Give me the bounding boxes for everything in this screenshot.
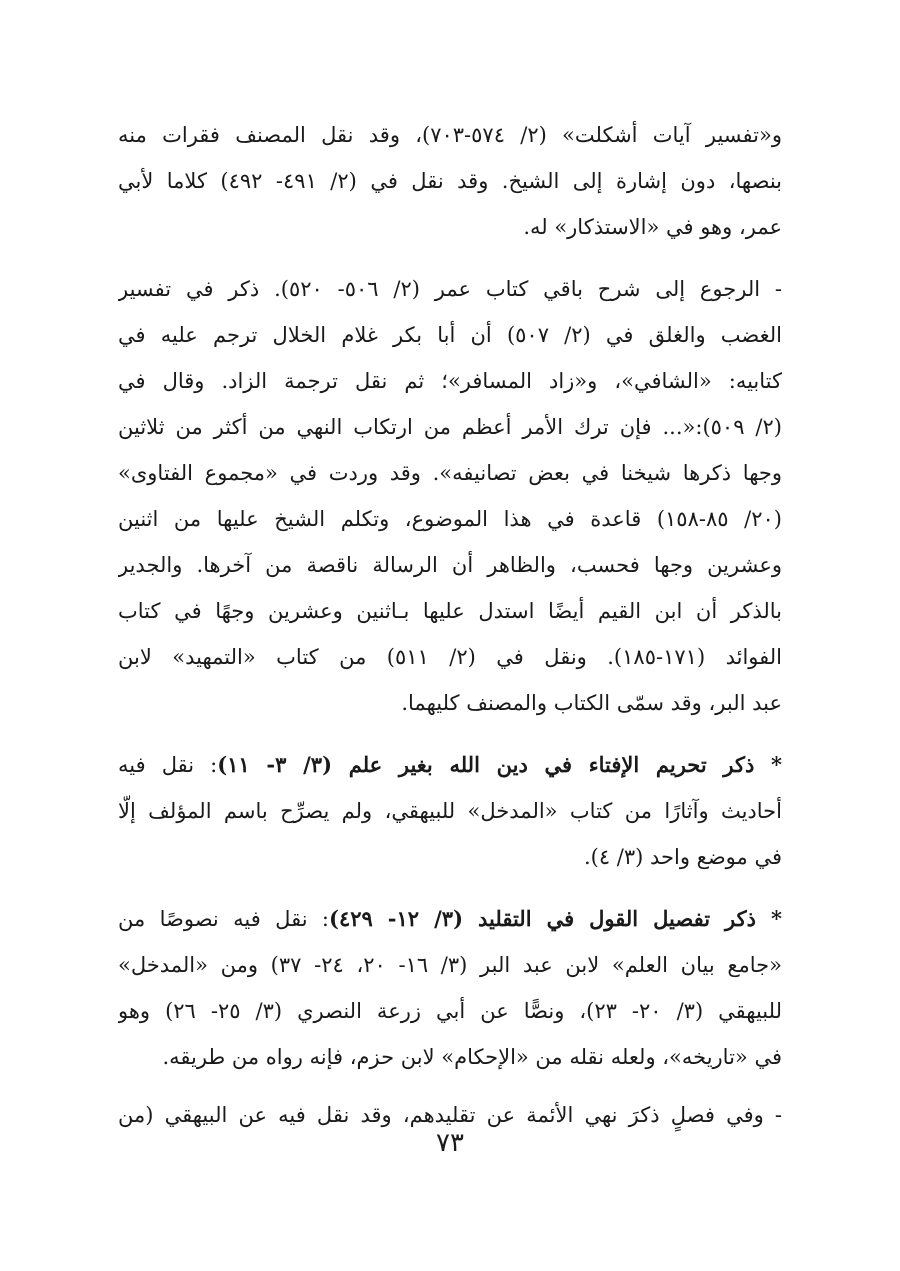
text-line: أحاديث وآثارًا من كتاب «المدخل» للبيهقي، ولم يصرِّح باسم المؤلف إلّا — [118, 799, 782, 823]
text-line: (٢/ ٥٠٩):«... فإن ترك الأمر أعظم من ارتكاب النهي من أكثر من ثلاثين — [118, 415, 782, 439]
text-line — [118, 896, 782, 942]
section-heading: * ذكر تفصيل القول في التقليد (٣/ ١٢- ٤٢٩) — [329, 906, 782, 931]
text-line: «جامع بيان العلم» لابن عبد البر (٣/ ١٦- ٢٠، ٢٤- ٣٧) ومن «المدخل» — [118, 953, 782, 977]
text-line: الفوائد (١٧١-١٨٥). ونقل في (٢/ ٥١١) من كتاب «التمهيد» لابن — [118, 645, 782, 669]
paragraph-1 — [118, 112, 782, 250]
text-line: وعشرين وجها فحسب، والظاهر أن الرسالة ناقصة من آخرها. والجدير — [118, 553, 782, 577]
text-line: للبيهقي (٣/ ٢٠- ٢٣)، ونصًّا عن أبي زرعة النصري (٣/ ٢٥- ٢٦) وهو — [118, 999, 782, 1023]
text-line: الغضب والغلق في (٢/ ٥٠٧) أن أبا بكر غلام الخلال ترجم عليه في — [118, 323, 782, 347]
text-line: عبد البر، وقد سمّى الكتاب والمصنف كليهما. — [401, 691, 782, 715]
text-line: في «تاريخه»، ولعله نقله من «الإحكام» لابن حزم، فإنه رواه من طريقه. — [162, 1045, 782, 1069]
paragraph-3 — [118, 742, 782, 880]
text-line: بنصها، دون إشارة إلى الشيخ. وقد نقل في (٢/ ٤٩١- ٤٩٢) كلاما لأبي — [118, 169, 782, 193]
text-line: و«تفسير آيات أشكلت» (٢/ ٥٧٤-٧٠٣)، وقد نقل المصنف فقرات منه — [118, 123, 782, 147]
text-line: - الرجوع إلى شرح باقي كتاب عمر (٢/ ٥٠٦- ٥٢٠). ذكر في تفسير — [118, 277, 782, 301]
text-line — [118, 742, 782, 788]
paragraph-2 — [118, 266, 782, 726]
text-line: بالذكر أن ابن القيم أيضًا استدل عليها بـاثنين وعشرين وجهًا في كتاب — [118, 599, 782, 623]
text-line: - وفي فصلٍ ذكرَ نهي الأئمة عن تقليدهم، وقد نقل فيه عن البيهقي (من — [118, 1103, 782, 1127]
text-line: وجها ذكرها شيخنا في بعض تصانيفه». وقد وردت في «مجموع الفتاوى» — [118, 461, 782, 485]
text-fragment: : نقل فيه — [118, 753, 218, 777]
text-line: كتابيه: «الشافي»، و«زاد المسافر»؛ ثم نقل ترجمة الزاد. وقال في — [118, 369, 782, 393]
text-line: عمر، وهو في «الاستذكار» له. — [523, 215, 782, 239]
section-heading: * ذكر تحريم الإفتاء في دين الله بغير علم (٣/ ٣- ١١) — [217, 752, 782, 777]
paragraph-4 — [118, 896, 782, 1080]
page-number: ٧٣ — [436, 1128, 464, 1158]
text-fragment: : نقل فيه نصوصًا من — [118, 907, 329, 931]
page-body — [118, 112, 782, 1138]
text-line: (٢٠/ ٨٥-١٥٨) قاعدة في هذا الموضوع، وتكلم الشيخ عليها من اثنين — [118, 507, 782, 531]
text-line: في موضع واحد (٣/ ٤). — [583, 845, 782, 869]
